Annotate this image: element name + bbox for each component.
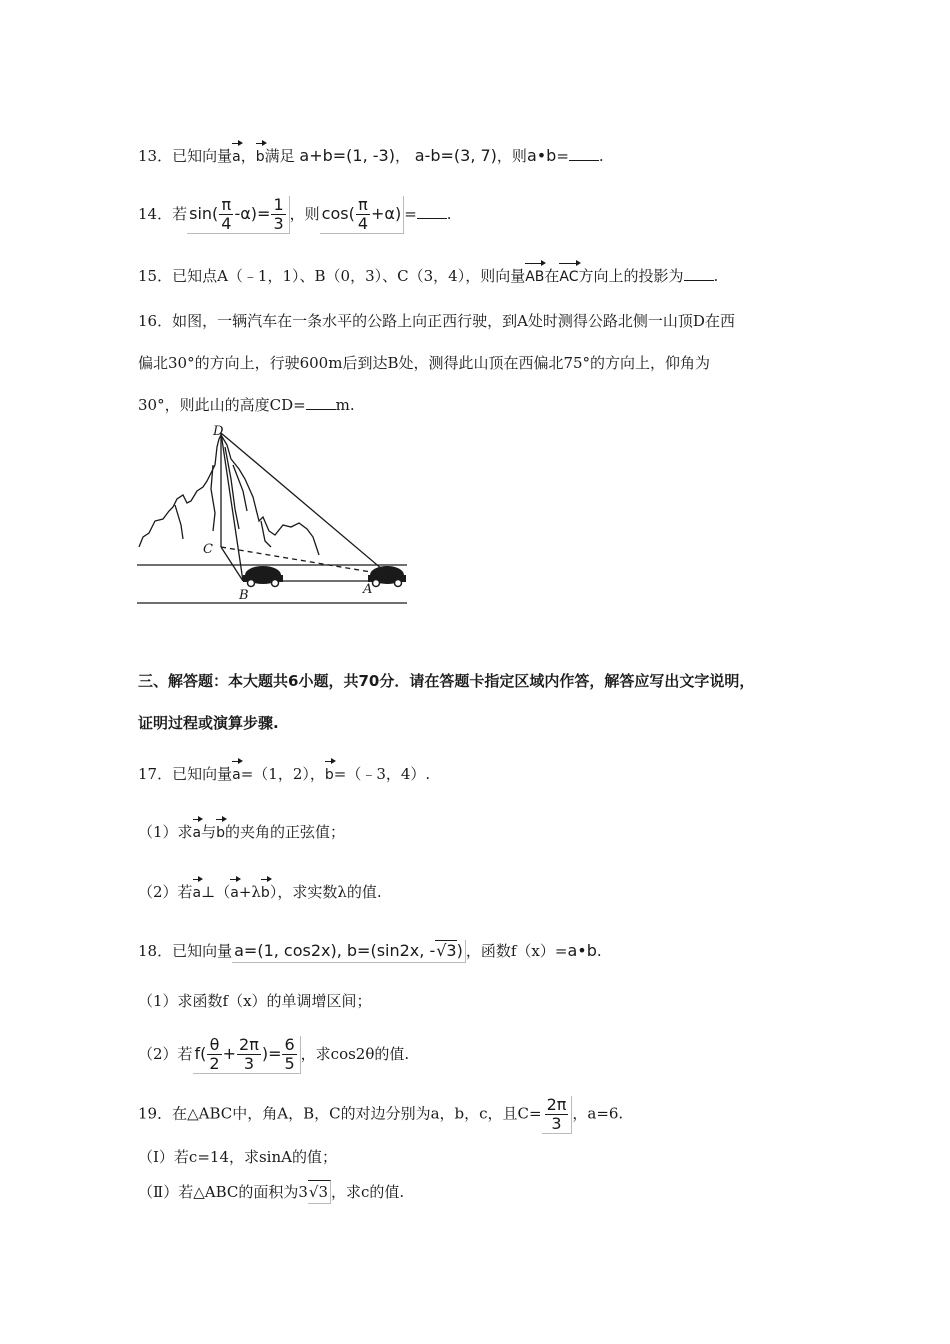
- angle-c-value: [542, 1096, 573, 1134]
- question-14: 14．若 sin( $\frac{\pi}{4}$ -α)= $\frac{1}{3}$ ，则 cos( $\frac{\pi}{4}$ +α) = .: [138, 195, 452, 233]
- fraction-theta-2: $\frac{\theta}{2}$: [209, 1035, 220, 1073]
- mountain-ridge-5: [175, 505, 183, 539]
- answer-blank: [417, 204, 447, 219]
- question-18: 18．已知向量 a=(1, cos2x), b=(sin2x, -√3) ，函数f（x）=a•b.: [138, 940, 602, 963]
- mountain-outline-right: [221, 435, 319, 555]
- vector-b: b: [325, 758, 334, 786]
- label-c: C: [203, 542, 213, 557]
- label-b: B: [239, 588, 249, 603]
- mountain-figure: [135, 425, 410, 610]
- car-a-icon: [368, 566, 406, 587]
- question-13: 13．已知向量a，b满足 a+b=(1, -3)， a-b=(3, 7)，则a•b= .: [138, 140, 604, 168]
- equation-sum: a+b=(1, -3): [299, 146, 395, 165]
- question-16-line-2: 偏北30°的方向上，行驶600m后到达B处，测得此山顶在西偏北75°的方向上，仰角为: [138, 354, 711, 372]
- vector-a: a: [232, 758, 241, 786]
- question-number: 13．: [138, 147, 173, 165]
- vector-b: b: [216, 816, 225, 844]
- question-19-part-1: （Ⅰ）若c=14，求sinA的值；: [138, 1148, 337, 1166]
- line-db: [221, 433, 243, 581]
- section-3-heading-cont: 证明过程或演算步骤.: [138, 714, 279, 732]
- answer-blank: [569, 146, 599, 161]
- answer-blank: [684, 266, 714, 281]
- question-19: 19．在△ABC中，角A，B，C的对边分别为a，b，c，且C= $\frac{2\pi}{3}$ ，a=6.: [138, 1095, 624, 1133]
- vector-b: b: [261, 876, 270, 904]
- question-15: 15．已知点A（﹣1，1）、B（0，3）、C（3，4），则向量AB在AC方向上的投影为 .: [138, 260, 718, 288]
- question-16-line-3: 30°，则此山的高度CD= m.: [138, 396, 355, 414]
- fraction-2pi-3: $\frac{2\pi}{3}$: [239, 1035, 259, 1073]
- vector-a: a: [230, 876, 239, 904]
- vector-a: a: [232, 140, 241, 168]
- cos-expression: cos( $\frac{\pi}{4}$ +α): [320, 196, 405, 234]
- fraction-2pi-3: $\frac{2\pi}{3}$: [546, 1095, 567, 1133]
- fraction-1-3: $\frac{1}{3}$: [273, 195, 284, 233]
- fraction-pi-4: $\frac{\pi}{4}$: [221, 195, 232, 233]
- mountain-outline-left: [139, 435, 221, 547]
- section-3-heading: 三、解答题：本大题共6小题，共70分．请在答题卡指定区域内作答，解答应写出文字说明，: [138, 672, 755, 690]
- f-expression: f( $\frac{\theta}{2}$ + $\frac{2\pi}{3}$ )= $\frac{6}{5}$: [193, 1036, 301, 1074]
- sqrt-3: √3: [308, 1180, 331, 1204]
- question-17-part-2: （2）若a⊥（a+λb），求实数λ的值.: [138, 876, 382, 904]
- question-18-part-1: （1）求函数f（x）的单调增区间；: [138, 992, 372, 1010]
- label-d: D: [213, 425, 224, 439]
- label-a: A: [363, 582, 373, 597]
- vector-b: b: [256, 140, 265, 168]
- vector-ab: AB: [525, 260, 544, 288]
- car-b-icon: [243, 566, 283, 587]
- vector-a: a: [193, 816, 202, 844]
- vector-ac: AC: [559, 260, 578, 288]
- question-18-part-2: （2）若 f( $\frac{\theta}{2}$ + $\frac{2\pi}{3}$ )= $\frac{6}{5}$ ，求cos2θ的值.: [138, 1035, 410, 1073]
- question-17: 17．已知向量a=（1，2），b=（﹣3，4）.: [138, 758, 430, 786]
- sin-expression: sin( $\frac{\pi}{4}$ -α)= $\frac{1}{3}$: [187, 196, 290, 234]
- fraction-6-5: $\frac{6}{5}$: [284, 1035, 295, 1073]
- question-19-part-2: （Ⅱ）若△ABC的面积为3√3 ，求c的值.: [138, 1180, 404, 1204]
- fraction-pi-4: $\frac{\pi}{4}$: [357, 195, 368, 233]
- equation-diff: a-b=(3, 7): [414, 146, 497, 165]
- dot-product: a•b: [526, 146, 557, 165]
- question-number: 14．: [138, 205, 173, 223]
- line-ca-dashed: [221, 547, 389, 575]
- dot-product: a•b: [567, 941, 597, 960]
- vector-a: a: [193, 876, 202, 904]
- line-cb: [221, 547, 243, 581]
- vector-definitions: a=(1, cos2x), b=(sin2x, -√3): [232, 940, 466, 963]
- mountain-ridge-1: [211, 465, 215, 531]
- sqrt-3: √3: [436, 941, 457, 960]
- answer-blank: [306, 395, 336, 410]
- question-16-line-1: 16．如图，一辆汽车在一条水平的公路上向正西行驶，到A处时测得公路北侧一山顶D在西: [138, 312, 735, 330]
- question-17-part-1: （1）求a与b的夹角的正弦值；: [138, 816, 345, 844]
